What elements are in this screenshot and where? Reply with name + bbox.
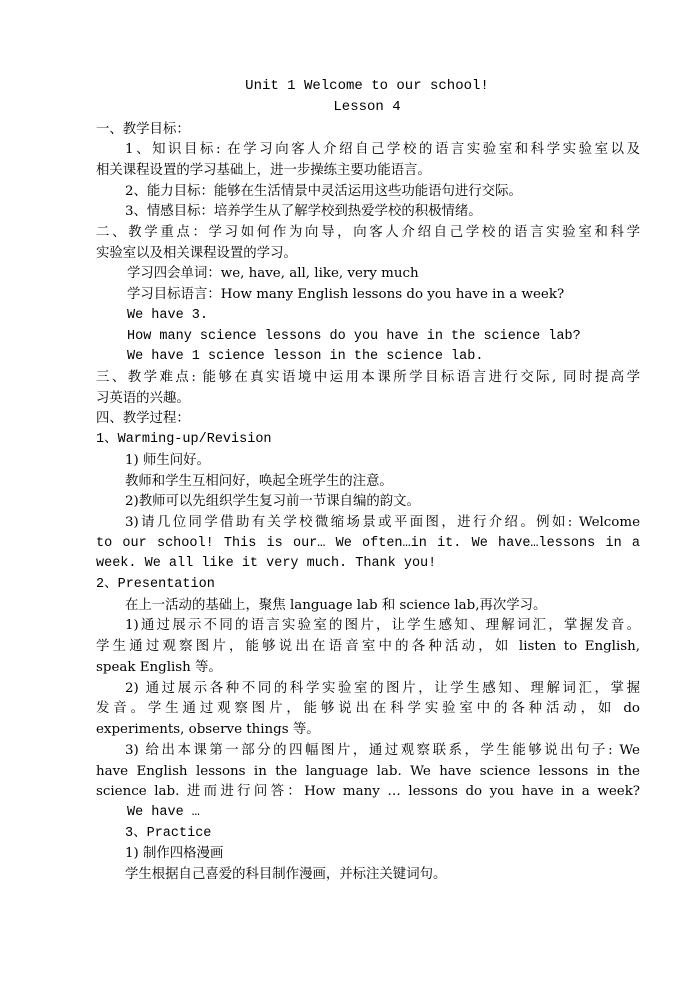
heading-process: 四、教学过程：: [96, 411, 190, 426]
paragraph-line: 实验室以及相关课程设置的学习。: [96, 246, 297, 261]
paragraph-line: 在上一活动的基础上，聚焦 language lab 和 science lab,再次学习。: [125, 598, 547, 613]
paragraph-line: 发音。学生通过观察图片，能够说出在科学实验室中的各种活动，如 do: [96, 701, 640, 716]
document-title: Unit 1 Welcome to our school!: [245, 78, 489, 94]
section-heading: 1、Warming-up/Revision: [96, 432, 272, 447]
paragraph-line: 3、情感目标：培养学生从了解学校到热爱学校的积极情绪。: [125, 204, 482, 219]
paragraph-line: have English lessons in the language lab. We have science lessons in the: [96, 764, 640, 779]
paragraph-line: 学生根据自己喜爱的科目制作漫画，并标注关键词句。: [125, 867, 447, 882]
paragraph-line: 1) 师生问好。: [125, 453, 210, 468]
heading-key-points: 二、教学重点：学习如何作为向导，向客人介绍自己学校的语言实验室和科学: [96, 225, 640, 240]
paragraph-line: 2)教师可以先组织学生复习前一节课自编的韵文。: [125, 494, 420, 509]
paragraph-line: 1)通过展示不同的语言实验室的图片，让学生感知、理解词汇，掌握发音。: [125, 618, 640, 633]
paragraph-line: We have 3.: [127, 308, 209, 323]
paragraph-line: week. We all like it very much. Thank you!: [96, 556, 437, 571]
paragraph-line: experiments, observe things 等。: [96, 722, 320, 737]
paragraph-line: 学习四会单词：we, have, all, like, very much: [127, 266, 419, 281]
paragraph-line: 1、知识目标: 在学习向客人介绍自己学校的语言实验室和科学实验室以及: [125, 142, 640, 157]
paragraph-line: 2) 通过展示各种不同的科学实验室的图片，让学生感知、理解词汇，掌握: [125, 681, 640, 696]
section-heading: 2、Presentation: [96, 577, 215, 592]
paragraph-line: 1) 制作四格漫画: [125, 846, 224, 861]
section-heading: 3、Practice: [125, 826, 212, 841]
paragraph-line: 相关课程设置的学习基础上，进一步操练主要功能语言。: [96, 163, 431, 178]
heading-objectives: 一、教学目标：: [96, 122, 190, 137]
paragraph-line: 学生通过观察图片，能够说出在语音室中的各种活动，如 listen to English,: [96, 639, 640, 654]
heading-difficulties: 三、教学难点: 能够在真实语境中运用本课所学目标语言进行交际, 同时提高学: [96, 370, 640, 385]
paragraph-line: 学习目标语言：How many English lessons do you have in a week?: [127, 287, 565, 302]
paragraph-line: 3)请几位同学借助有关学校微缩场景或平面图，进行介绍。例如: Welcome: [125, 515, 640, 530]
paragraph-line: We have 1 science lesson in the science lab.: [127, 349, 484, 364]
document-subtitle: Lesson 4: [333, 99, 401, 115]
paragraph-line: to our school! This is our… We often…in it. We have…lessons in a: [96, 536, 640, 551]
paragraph-line: 2、能力目标：能够在生活情景中灵活运用这些功能语句进行交际。: [125, 184, 522, 199]
paragraph-line: 教师和学生互相问好，唤起全班学生的注意。: [125, 474, 393, 489]
paragraph-line: We have …: [127, 805, 200, 820]
paragraph-line: 习英语的兴趣。: [96, 391, 190, 406]
paragraph-line: 3) 给出本课第一部分的四幅图片，通过观察联系，学生能够说出句子: We: [125, 743, 640, 758]
paragraph-line: science lab. 进而进行问答：How many … lessons do you have in a week?: [96, 784, 640, 799]
paragraph-line: speak English 等。: [96, 660, 222, 675]
paragraph-line: How many science lessons do you have in the science lab?: [127, 329, 581, 344]
